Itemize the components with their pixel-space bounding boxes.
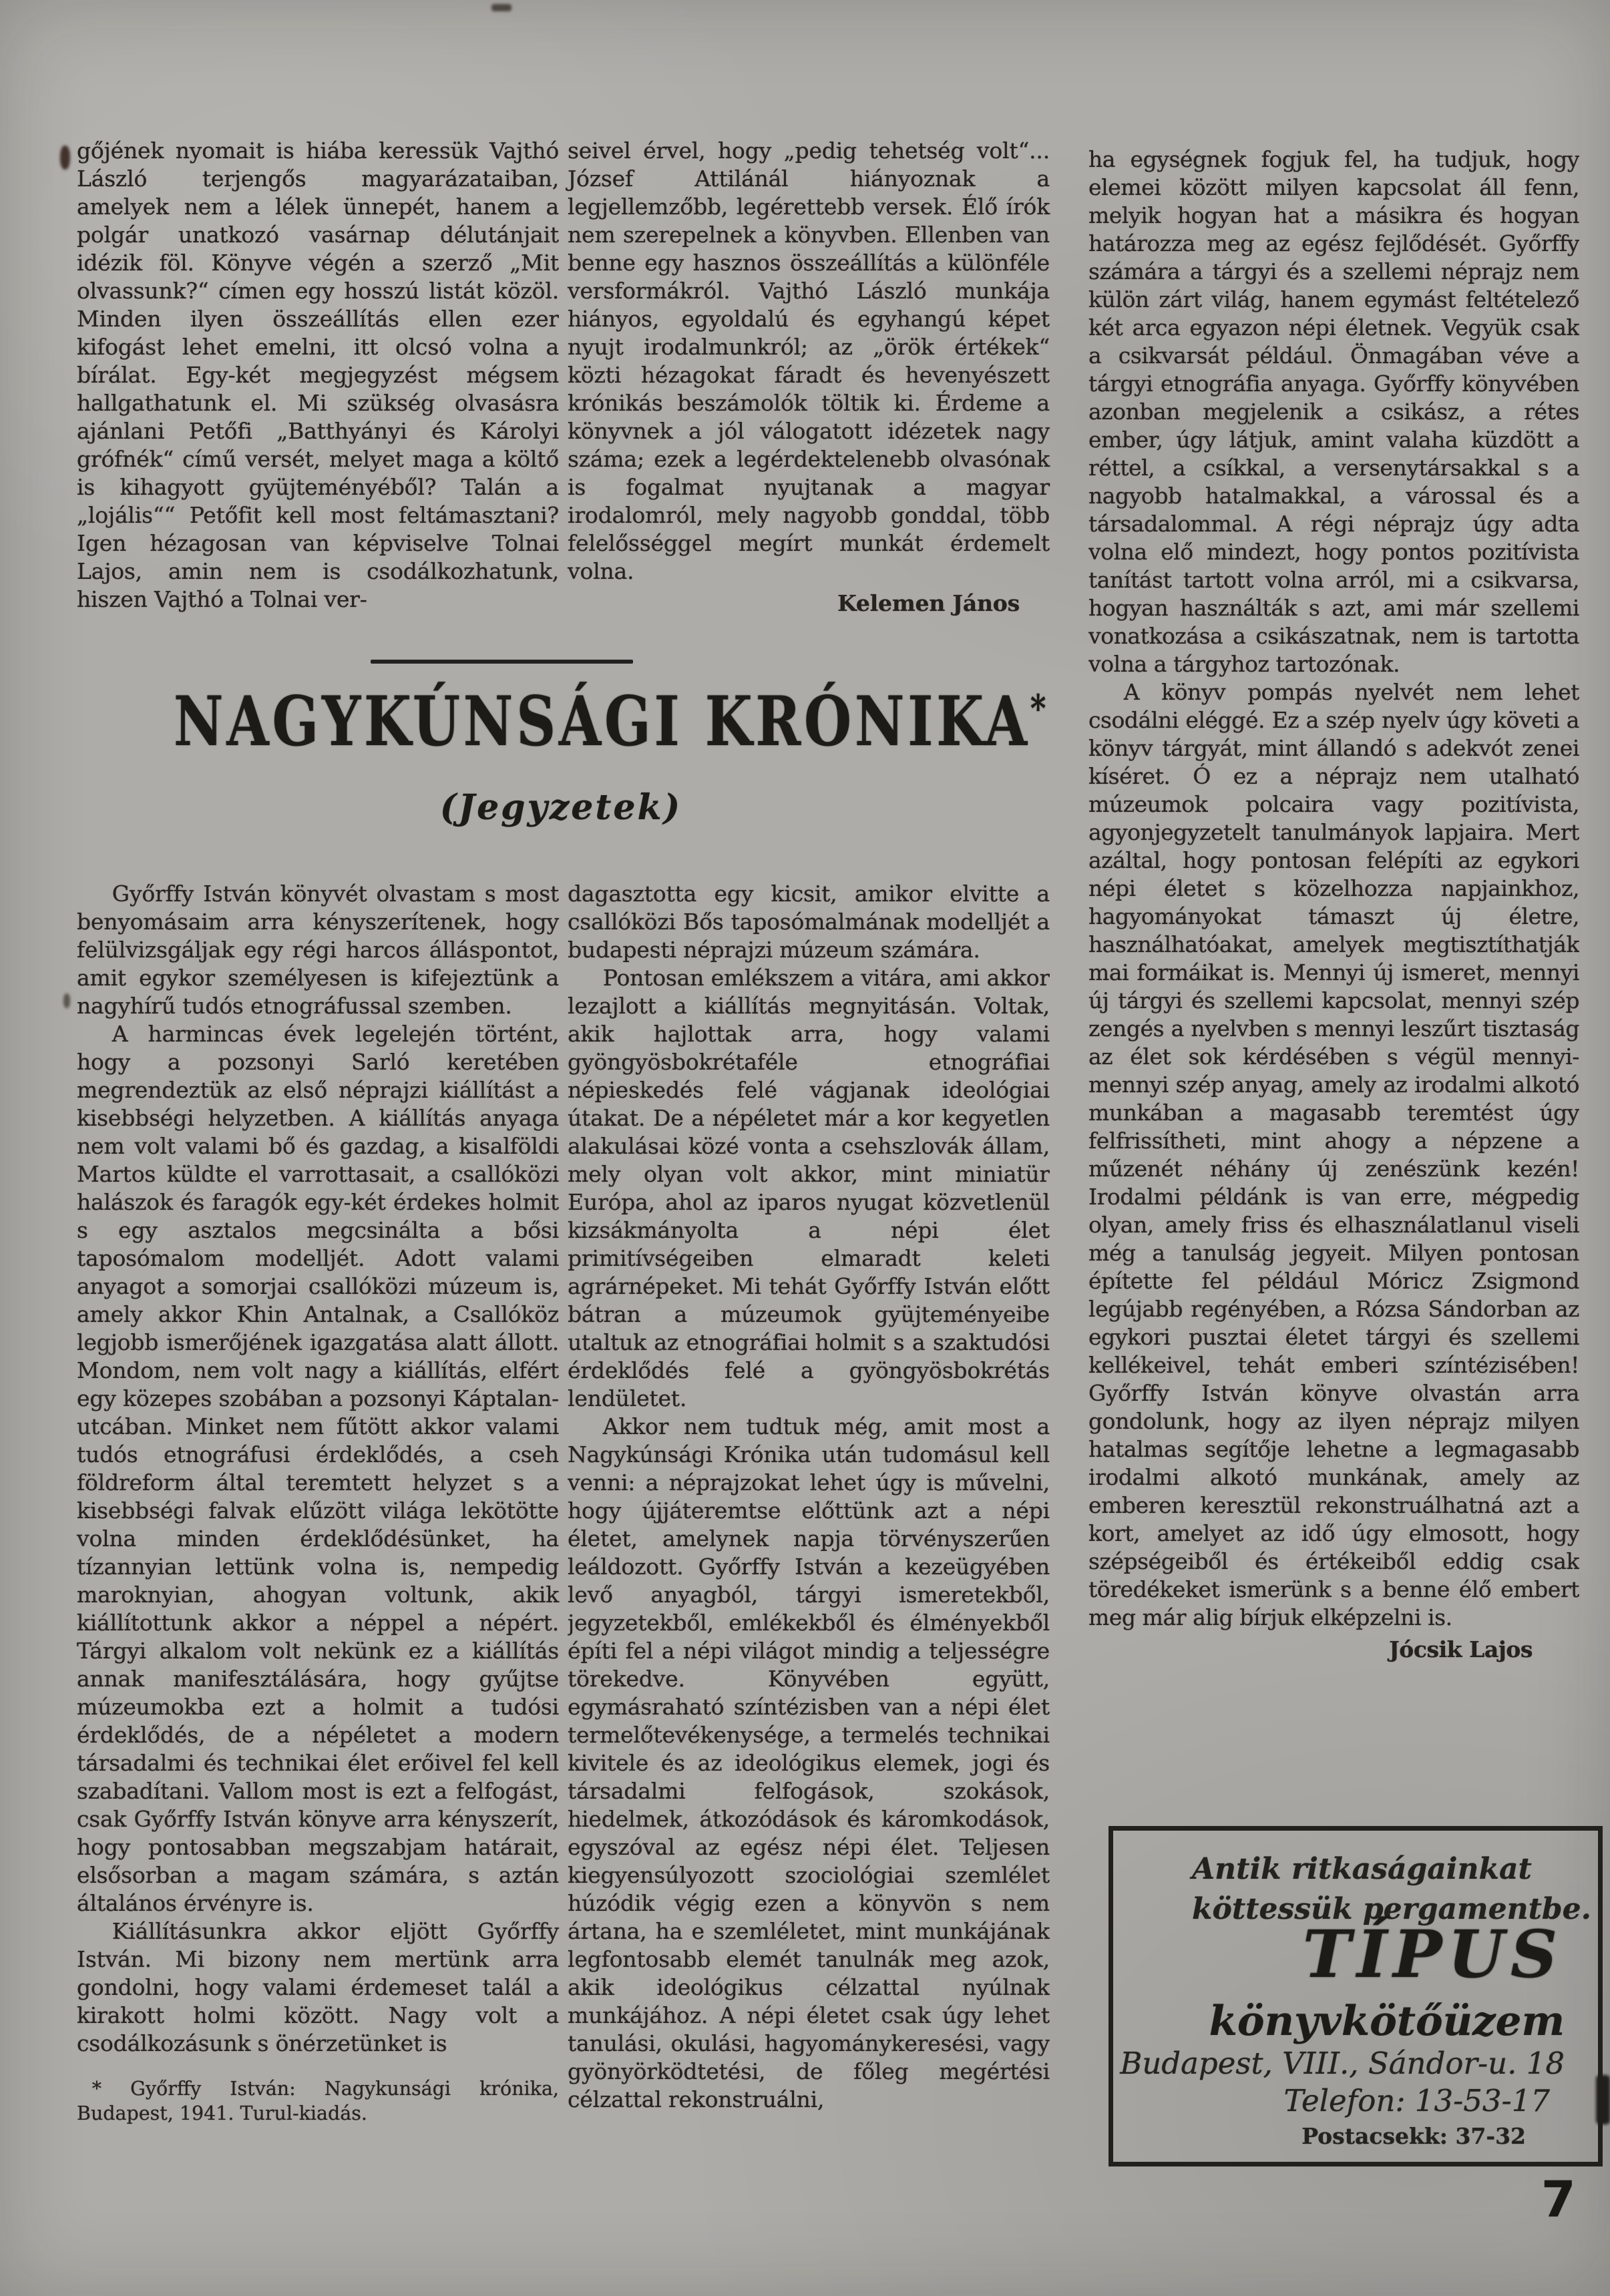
first-article-column-2 (568, 137, 1050, 618)
first-article-col1-text: gőjének nyomait is hiába keressük Vajthó László terjengős magyarázataiban, amelyek nem a lélek ünnepét, hanem a polgár unatkozó vasárnap délutánjait idézik föl. Könyve végén a szerző „Mit olvassunk?“ címen egy hosszú listát közöl. Minden ilyen összeállítás ellen ezer kifogást lehet emelni, itt olcsó volna a bírálat. Egy-két megjegyzést mégsem hallgathatunk el. Mi szükség olvasásra ajánlani Petőfi „Batthyányi és Károlyi grófnék“ című versét, melyet maga a költő is kihagyott gyüjteményéből? Talán a „lojális““ Petőfit kell most feltámasztani? Igen hézagosan van képviselve Tolnai Lajos, amin nem is csodálkozhatunk, hiszen Vajthó a Tolnai ver- (77, 138, 559, 612)
article-header (77, 682, 1046, 829)
scan-artifact-left-margin (60, 146, 70, 170)
article-subtitle: (Jegyzetek) (439, 787, 682, 829)
section-divider-rule (371, 660, 633, 664)
first-article-column-1 (77, 137, 559, 659)
bookbindery-ad-box (1109, 1826, 1603, 2166)
article-title (174, 682, 1046, 762)
first-article-col2-text: seivel érvel, hogy „pedig tehetség volt“... József Attilánál hiányoznak a legjellemzőbb, legérettebb versek. Élő írók nem szerepelnek a könyvben. Ellenben van benne egy hasznos összeállítás a különféle versformákról. Vajthó László munkája hiányos, egyoldalú és egyhangú képet nyujt irodalmunkról; az „örök értékek“ közti hézagokat fáradt és hevenyészett krónikás beszámolók töltik ki. Érdeme a könyvnek a jól válogatott idézetek nagy száma; ezek a legérdektelenebb olvasónak is fogalmat nyujtanak a magyar irodalomról, mely nagyobb gonddal, több felelősséggel megírt munkát érdemelt volna. (568, 138, 1050, 584)
scan-artifact-left-margin-2 (63, 993, 70, 1008)
article-footnote: * Győrffy István: Nagykunsági krónika, Budapest, 1941. Turul-kiadás. (77, 2078, 559, 2124)
scan-artifact-right-edge (1596, 2075, 1610, 2124)
kronika-column-3 (1088, 146, 1579, 1801)
page-number: 7 (1541, 2171, 1576, 2229)
kronika-col1-paragraph-2: A harmincas évek legelején történt, hogy a pozsonyi Sarló keretében megrendeztük az első néprajzi kiállítást a kisebbségi helyzetben. A kiállítás anyaga nem volt valami bő és gazdag, a kisalföldi Martos küldte el varrottasait, a csallóközi halászok és faragók egy-két érdekes holmit s egy asztalos megcsinálta a bősi taposómalom modelljét. Adott valami anyagot a somorjai csallóközi múzeum is, amely akkor Khin Antalnak, a Csallóköz legjobb ismerőjének igazgatása alatt állott. Mondom, nem volt nagy a kiállítás, elfért egy közepes szobában a pozsonyi Káptalan-utcában. Minket nem fűtött akkor valami tudós etnográfusi érdeklődés, a cseh földreform által teremtett helyzet s a kisebbségi falvak elűzött világa lekötötte volna minden érdeklődésünket, ha tízannyian lettünk volna is, nempedig maroknyian, ahogyan voltunk, akik kiállítottunk akkor a néppel a népért. Tárgyi alkalom volt nekünk ez a kiállítás annak manifesztálására, hogy gyűjtse múzeumokba ezt a holmit a tudósi érdeklődés, de a népéletet a modern társadalmi és technikai élet erőivel fel kell szabadítani. Vallom most is ezt a felfogást, csak Győrffy István könyve arra kényszerít, hogy pontosabban megszabjam határait, elsősorban a magam számára, s aztán általános érvényre is. (77, 1021, 559, 1916)
kronika-col2-paragraph-3: Akkor nem tudtuk még, amit most a Nagykúnsági Krónika után tudomásul kell venni: a néprajzokat lehet úgy is művelni, hogy újjáteremtse előttünk azt a népi életet, amelynek napja törvényszerűen leáldozott. Győrffy István a kezeügyében levő anyagból, tárgyi ismeretekből, jegyzetekből, emlékekből és élményekből építi fel a népi világot mindig a teljességre törekedve. Könyvében együtt, egymásraható színtézisben van a népi élet termelőtevékenysége, a termelés technikai kivitele és az ideológikus elemek, jogi és társadalmi felfogások, szokások, hiedelmek, átkozódások és káromkodások, egyszóval az egész népi élet. Teljesen kiegyensúlyozott szociológiai szemlélet húzódik végig ezen a könyvön s nem ártana, ha e szemléletet, mint munkájának legfontosabb elemét tanulnák meg azok, akik ideológikus célzattal nyúlnak munkájához. A népi életet csak úgy lehet tanulási, okulási, hagyománykeresési, vagy gyönyörködtetési, de főleg megértési célzattal rekonstruálni, (568, 1413, 1050, 2112)
ad-tagline-line1: Antik ritkaságainkat (1192, 1852, 1532, 1886)
footnote-asterisk-marker: * (1030, 686, 1046, 731)
kronika-col2-paragraph-2: Pontosan emlékszem a vitára, ami akkor lezajlott a kiállítás megnyitásán. Voltak, akik hajlottak arra, hogy valami gyöngyösbokrétaféle etnográfiai népieskedés felé vágjanak ideológiai útakat. De a népéletet már a kor kegyetlen alakulásai közé vonta a csehszlovák állam, mely olyan volt akkor, mint miniatür Európa, ahol az iparos nyugat közvetlenül kizsákmányolta a népi élet primitívségeiben elmaradt keleti agrárnépeket. Mi tehát Győrffy István előtt bátran a múzeumok gyüjteményeibe utaltuk az etnográfiai holmit s a szaktudósi érdeklődés felé a gyöngyösbokrétás lendületet. (568, 965, 1050, 1411)
kronika-column-1 (77, 880, 559, 2126)
ad-tagline-line2: köttessük pergamentbe. (1192, 1892, 1591, 1926)
kronika-col3-paragraph-2: A könyv pompás nyelvét nem lehet csodálni eléggé. Ez a szép nyelv úgy követi a könyv tárgyát, mint állandó s adekvót zenei kíséret. Ó ez a néprajz nem utalható múzeumok polcaira vagy pozitívista, agyonjegyzetelt tanulmányok lapjaira. Mert azáltal, hogy pontosan felépíti az egykori népi életet s közelhozza napjainkhoz, hagyományokat támaszt új életre, használhatóakat, amelyek megtisztíthatják mai formáikat is. Mennyi új ismeret, mennyi új tárgyi és szellemi kapcsolat, mennyi szép zengés a nyelvben s mennyi leszűrt tisztaság az élet sok kérdésében s végül mennyi-mennyi szép anyag, amely az irodalmi alkotó munkában a magasabb teremtést úgy felfrissítheti, mint ahogy a népzene a műzenét néhány új zenészünk kezén! Irodalmi példánk is van erre, mégpedig olyan, amely friss és elhasználatlanul viseli még a tanulság jegyeit. Milyen pontosan építette fel például Móricz Zsigmond legújabb regényében, a Rózsa Sándorban az egykori pusztai életet tárgyi és szellemi kellékeivel, tehát emberi színtézisében! Győrffy István könyve olvastán arra gondolunk, hogy az ilyen néprajz milyen hatalmas segítője lehetne a legmagasabb irodalmi alkotó munkának, amely az emberen keresztül rekonstruálhatná azt a kort, amelyet az idő úgy elmosott, hogy szépségeiből és értékeiből eddig csak töredékeket ismerünk s a benne élő embert meg már alig bírjuk elképzelni is. (1088, 679, 1579, 1630)
kronika-col3-paragraph-1: ha egységnek fogjuk fel, ha tudjuk, hogy elemei között milyen kapcsolat áll fenn, melyik hogyan hat a másikra és hogyan határozza meg az egész fejlődését. Győrffy számára a tárgyi és a szellemi néprajz nem külön zárt világ, hanem egymást feltételező két arca egyazon népi életnek. Vegyük csak a csikvarsát például. Önmagában véve a tárgyi etnográfia anyaga. Győrffy könyvében azonban megjelenik a csikász, a rétes ember, úgy látjuk, amint valaha küzdött a réttel, a csíkkal, a versenytársakkal s a nagyobb hatalmakkal, a várossal és a társadalommal. A régi néprajz úgy adta volna elő mindezt, hogy pontos pozitívista tanítást tartott volna arról, mi a csikvarsa, hogyan használták s azt, ami már szellemi vonatkozása a csikászatnak, nem is tartotta volna a tárgyhoz tartozónak. (1088, 146, 1579, 677)
kronika-col2-paragraph-1: dagasztotta egy kicsit, amikor elvitte a csallóközi Bős taposómalmának modelljét a budapesti néprajzi múzeum számára. (568, 881, 1050, 963)
kronika-col1-paragraph-1: Győrffy István könyvét olvastam s most benyomásaim arra kényszerítenek, hogy felülvizsgáljak egy régi harcos álláspontot, amit egykor személyesen is kifejeztünk a nagyhírű tudós etnográfussal szemben. (77, 881, 559, 1019)
ad-postal-account: Postacsekk: 37-32 (1301, 2123, 1526, 2149)
first-article-author-signature: Kelemen János (837, 590, 1020, 616)
ad-brand-name: TÍPUS (1302, 1916, 1563, 1992)
kronika-author-signature: Jócsik Lajos (1389, 1636, 1533, 1662)
scan-artifact-top-edge (491, 4, 512, 11)
kronika-column-2 (568, 880, 1050, 2235)
ad-address: Budapest, VIII., Sándor-u. 18 (1120, 2046, 1565, 2081)
ad-brand-subtitle: könyvkötőüzem (1209, 1998, 1565, 2045)
article-title-text: NAGYKÚNSÁGI KRÓNIKA (174, 682, 1030, 762)
ad-phone: Telefon: 13-53-17 (1283, 2083, 1550, 2118)
kronika-col1-paragraph-3: Kiállításunkra akkor eljött Győrffy István. Mi bizony nem mertünk arra gondolni, hogy valami érdemeset talál a kirakott holmi között. Nagy volt a csodálkozásunk s önérzetünket is (77, 1918, 559, 2056)
